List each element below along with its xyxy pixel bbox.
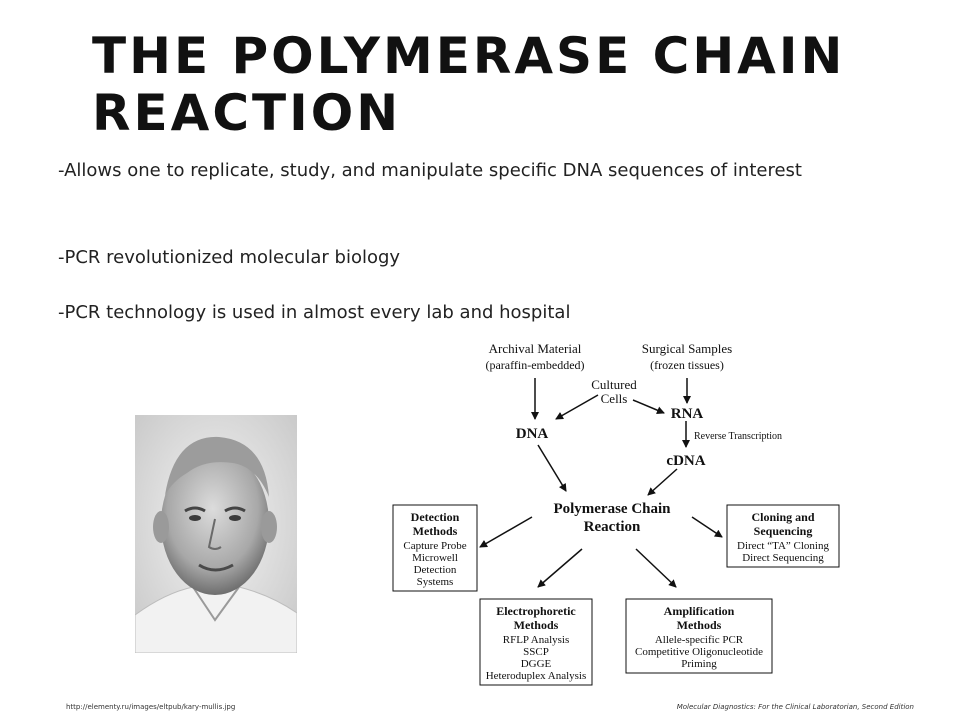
detection-item: Microwell bbox=[412, 552, 458, 564]
node-rna: RNA bbox=[670, 406, 704, 422]
slide-title-line1: THE POLYMERASE CHAIN bbox=[92, 27, 846, 85]
cultured-line2: Cells bbox=[600, 391, 628, 406]
node-archival-material bbox=[485, 341, 584, 372]
arrow-dna-to-pcr bbox=[538, 445, 566, 491]
pcr-applications-diagram bbox=[380, 335, 925, 690]
surgical-title: Surgical Samples bbox=[641, 341, 733, 356]
box-cloning-sequencing bbox=[727, 505, 839, 567]
slide-title-line2: REACTION bbox=[92, 84, 402, 142]
electrophoretic-item: DGGE bbox=[520, 658, 552, 670]
pcr-line2: Reaction bbox=[583, 519, 641, 535]
node-pcr bbox=[553, 501, 671, 535]
node-surgical-samples bbox=[642, 341, 732, 372]
detection-title2: Methods bbox=[412, 524, 458, 538]
bullet-revolutionized: -PCR revolutionized molecular biology bbox=[58, 247, 401, 268]
bullet-replicate: -Allows one to replicate, study, and manipulate specific DNA sequences of interest bbox=[58, 160, 802, 181]
cloning-item: Direct “TA” Cloning bbox=[737, 540, 829, 552]
archival-sub: (paraffin-embedded) bbox=[485, 358, 585, 372]
amplification-item: Priming bbox=[681, 658, 717, 670]
electrophoretic-title1: Electrophoretic bbox=[496, 604, 576, 618]
pcr-line1: Polymerase Chain bbox=[553, 501, 671, 517]
cultured-line1: Cultured bbox=[591, 377, 637, 392]
box-electrophoretic-methods bbox=[480, 599, 592, 685]
diagram-source-citation: Molecular Diagnostics: For the Clinical Laboratorian, Second Edition bbox=[676, 703, 914, 711]
electrophoretic-item: RFLP Analysis bbox=[502, 634, 570, 646]
label-reverse-transcription: Reverse Transcription bbox=[694, 431, 783, 442]
arrow-pcr-to-detection bbox=[480, 517, 532, 547]
cloning-title2: Sequencing bbox=[753, 524, 813, 538]
arrow-cdna-to-pcr bbox=[648, 469, 677, 495]
photo-source-link[interactable]: http://elementy.ru/images/eltpub/kary-mullis.jpg bbox=[66, 703, 236, 711]
detection-item: Detection bbox=[413, 564, 457, 576]
arrow-pcr-to-amplification bbox=[636, 549, 676, 587]
amplification-item: Allele-specific PCR bbox=[654, 634, 744, 646]
box-detection-methods bbox=[393, 505, 477, 591]
detection-item: Systems bbox=[416, 576, 454, 588]
box-amplification-methods bbox=[626, 599, 772, 673]
amplification-title2: Methods bbox=[676, 618, 722, 632]
slide-title bbox=[92, 28, 892, 142]
amplification-item: Competitive Oligonucleotide bbox=[634, 646, 764, 658]
node-cultured-cells bbox=[591, 377, 637, 406]
electrophoretic-item: SSCP bbox=[523, 646, 549, 658]
cloning-title1: Cloning and bbox=[751, 510, 815, 524]
arrow-pcr-to-cloning bbox=[692, 517, 722, 537]
electrophoretic-title2: Methods bbox=[513, 618, 559, 632]
node-cdna: cDNA bbox=[666, 453, 706, 469]
node-dna: DNA bbox=[515, 426, 549, 442]
detection-title1: Detection bbox=[410, 510, 460, 524]
cloning-item: Direct Sequencing bbox=[742, 552, 824, 564]
arrow-cells-to-rna bbox=[633, 400, 664, 413]
bullet-lab-hospital: -PCR technology is used in almost every lab and hospital bbox=[58, 302, 571, 323]
electrophoretic-item: Heteroduplex Analysis bbox=[485, 670, 587, 682]
detection-item: Capture Probe bbox=[403, 540, 467, 552]
amplification-title1: Amplification bbox=[663, 604, 735, 618]
archival-title: Archival Material bbox=[488, 341, 582, 356]
arrow-cells-to-dna bbox=[556, 395, 598, 419]
arrow-pcr-to-electrophoretic bbox=[538, 549, 582, 587]
kary-mullis-photo bbox=[135, 415, 297, 653]
surgical-sub: (frozen tissues) bbox=[650, 358, 724, 372]
